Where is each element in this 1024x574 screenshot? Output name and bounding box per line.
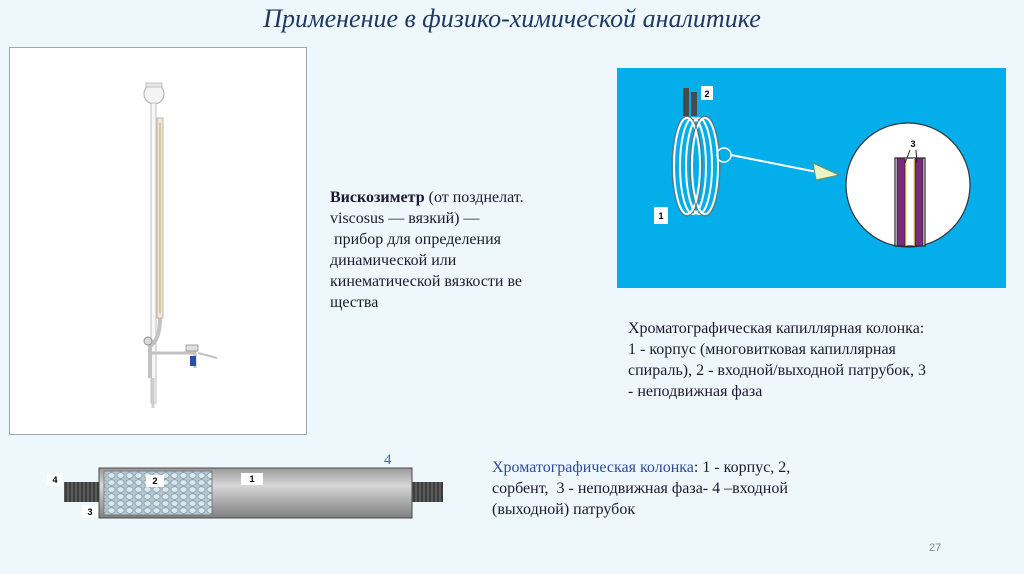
- viscometer-drawing: [10, 48, 306, 434]
- column-callout-4: 4: [52, 475, 58, 485]
- capillary-caption-line: 1 - корпус (многовитковая капиллярная: [628, 341, 896, 358]
- capillary-callout-1: 1: [658, 211, 664, 221]
- capillary-callout-2: 2: [704, 89, 710, 99]
- viscometer-image: [9, 47, 307, 435]
- capillary-callout-3: 3: [910, 139, 916, 149]
- column-caption-line: : 1 - корпус, 2,: [693, 459, 791, 476]
- column-callout-2: 2: [152, 476, 158, 486]
- capillary-column-diagram: [617, 68, 1006, 288]
- capillary-caption-line: спираль), 2 - входной/выходной патрубок, 3: [628, 362, 927, 379]
- slide-title: Применение в физико-химической аналитике: [263, 4, 761, 33]
- capillary-caption-line: Хроматографическая капиллярная колонка:: [628, 320, 925, 337]
- page-number: 27: [929, 542, 942, 554]
- column-caption-highlight: Хроматографическая колонка: [492, 459, 694, 476]
- column-callout-1: 1: [249, 474, 255, 484]
- column-caption: [492, 457, 872, 520]
- viscometer-line: щества: [330, 294, 379, 311]
- column-caption-line: сорбент, 3 - неподвижная фаза- 4 –входной: [492, 480, 788, 497]
- viscometer-line: динамической или: [330, 252, 457, 269]
- viscometer-term: Вискозиметр: [330, 189, 425, 206]
- capillary-caption-line: - неподвижная фаза: [628, 383, 763, 400]
- packed-column-drawing: [44, 458, 454, 528]
- packed-column-diagram: [44, 458, 454, 528]
- capillary-caption: [628, 318, 998, 402]
- viscometer-line: viscosus — вязкий) —: [330, 210, 480, 227]
- column-caption-line: (выходной) патрубок: [492, 501, 636, 518]
- viscometer-description: [330, 187, 580, 313]
- viscometer-line: (от позднелат.: [424, 189, 524, 206]
- column-callout-3: 3: [87, 507, 93, 517]
- viscometer-line: прибор для определения: [330, 231, 502, 248]
- floating-label-4: 4: [384, 452, 392, 468]
- capillary-drawing: [617, 68, 1006, 288]
- viscometer-line: кинематической вязкости ве: [330, 273, 523, 290]
